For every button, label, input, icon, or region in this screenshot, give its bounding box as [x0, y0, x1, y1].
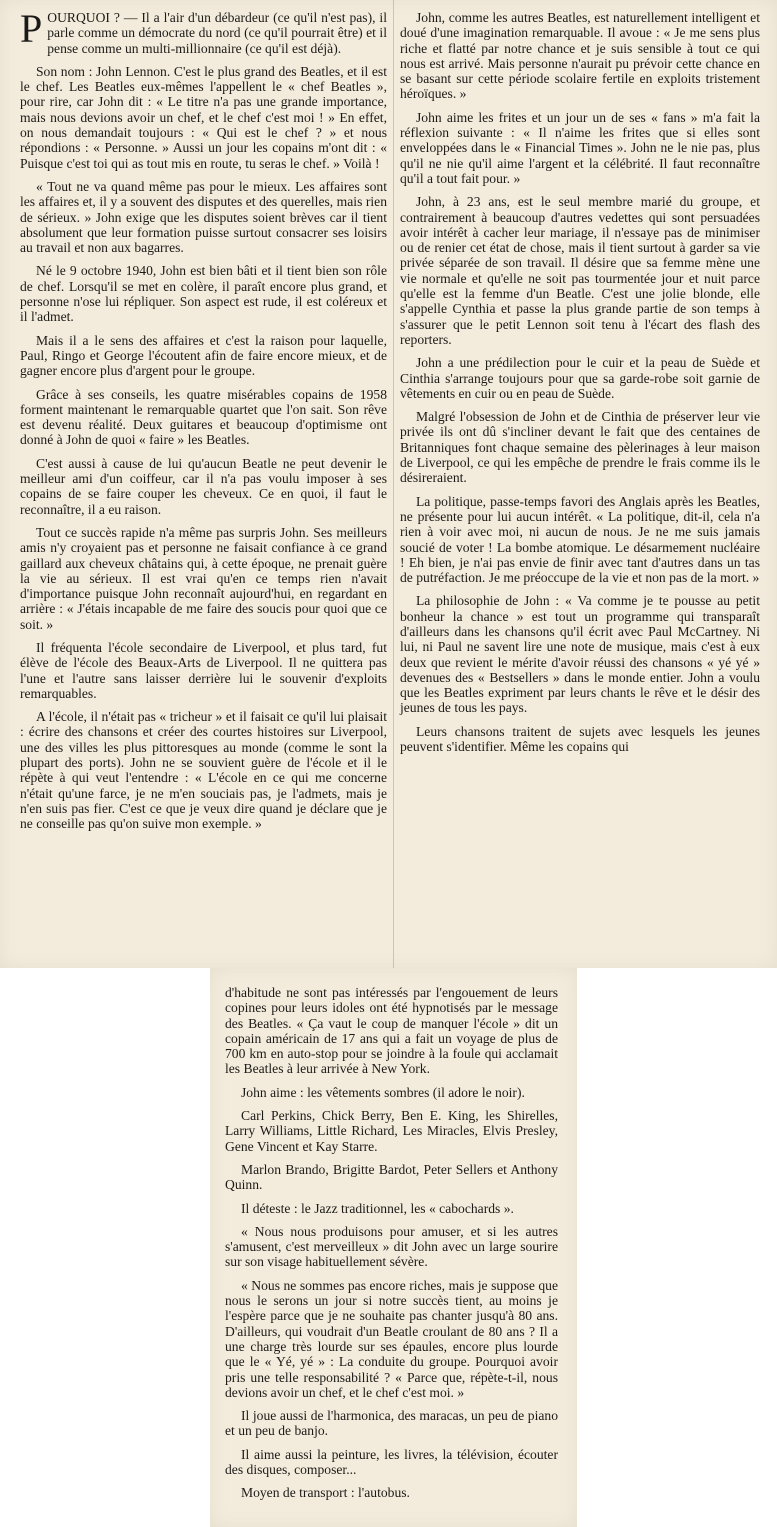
- paragraph: Son nom : John Lennon. C'est le plus grand des Beatles, et il est le chef. Les Beatles eux-mêmes l'appellent le « chef Beatles », pour rire, car John dit : « Le titre n'a pas une grande importance, mais nous devions avoir un chef, et le chef c'est moi ! » En effet, on nous demandait toujours : « Qui est le chef ? » et nous répondions : « Personne. » Aussi un jour les copains m'ont dit : « Puisque c'est toi qui as tout mis en route, tu seras le chef. » Voilà !: [20, 63, 387, 171]
- paragraph: John a une prédilection pour le cuir et la peau de Suède et Cinthia s'arrange toujours pour que sa garde-robe soit garnie de vêtements en cuir ou en peau de Suède.: [400, 355, 760, 401]
- paragraph: La philosophie de John : « Va comme je te pousse au petit bonheur la chance » est tout un programme qui transparaît d'ailleurs dans les chansons qu'il écrit avec Paul McCartney. Ni lui, ni Paul ne savent lire une note de musique, mais c'est à eux deux que revient le mérite d'avoir réussi des chansons « yé yé » devenues des « Bestsellers » dans le monde entier. John a voulu que les Beatles expriment par leurs chants le rêve et le désir des jeunes de tous les pays.: [400, 593, 760, 716]
- article-column-right: [400, 10, 760, 762]
- column-divider: [393, 0, 394, 968]
- paragraph: Il joue aussi de l'harmonica, des maracas, un peu de piano et un peu de banjo.: [225, 1408, 558, 1439]
- paragraph: John aime : les vêtements sombres (il adore le noir).: [241, 1084, 525, 1100]
- paragraph: Leurs chansons traitent de sujets avec lesquels les jeunes peuvent s'identifier. Même les copains qui: [400, 723, 760, 755]
- paragraph: John aime les frites et un jour un de ses « fans » m'a fait la réflexion suivante : « Il n'aime les frites que si elles sont enveloppées dans le « Financial Times ». John ne le nie pas, plus qu'il ne nie qu'il aime l'argent et la célébrité. Il faut reconnaître qu'il a tout fait pour. »: [400, 109, 760, 186]
- paragraph: Mais il a le sens des affaires et c'est la raison pour laquelle, Paul, Ringo et George l'écoutent afin de faire encore mieux, et de gagner encore plus d'argent pour le groupe.: [20, 332, 387, 379]
- paragraph: « Nous nous produisons pour amuser, et si les autres s'amusent, c'est merveilleux » dit John avec un large sourire sur son visage habituellement sévère.: [225, 1223, 558, 1270]
- article-column-left: [20, 6, 387, 840]
- paragraph: Il aime aussi la peinture, les livres, la télévision, écouter des disques, composer...: [225, 1446, 558, 1478]
- paragraph: « Tout ne va quand même pas pour le mieux. Les affaires sont les affaires et, il y a souvent des disputes et des querelles, mais rien de sérieux. » John exige que les disputes soient brèves car il tient absolument que leur formation puisse surtout consacrer ses loisirs au travail et non aux bagarres.: [20, 178, 387, 256]
- paragraph: Né le 9 octobre 1940, John est bien bâti et il tient bien son rôle de chef. Lorsqu'il se met en colère, il paraît encore plus grand, et personne n'ose lui répliquer. Son aspect est rude, il est coléreux et il l'admet.: [20, 263, 387, 325]
- paragraph: A l'école, il n'était pas « tricheur » et il faisait ce qu'il lui plaisait : écrire des chansons et créer des courtes histoires sur Liverpool, une des villes les plus pittoresques au monde (comme le sont la plupart des ports). John ne se souvient guère de l'école et il le répète à qui veut l'entendre : « L'école en ce qui me concerne n'était qu'une farce, je ne m'en souciais pas, je l'admets, mais je n'en suis pas fier. C'est ce que je veux dire quand je déclare que je ne conseille pas qu'on suive mon exemple. »: [20, 709, 387, 832]
- paragraph: C'est aussi à cause de lui qu'aucun Beatle ne peut devenir le meilleur ami d'un coiffeur, car il n'a pas voulu imposer à ses copains de se faire couper les cheveux. Ce en quoi, il faut le reconnaître, il a eu raison.: [20, 455, 387, 517]
- paragraph: Moyen de transport : l'autobus.: [241, 1485, 410, 1501]
- paragraph: Marlon Brando, Brigitte Bardot, Peter Sellers et Anthony Quinn.: [225, 1161, 558, 1193]
- paragraph: John, à 23 ans, est le seul membre marié du groupe, et contrairement à beaucoup d'autres vedettes qui sont persuadées avoir intérêt à cacher leur mariage, il n'essaye pas de minimiser ou de renier cet état de chose, mais il tient surtout à garder sa vie privée séparée de son travail. Il désire que sa femme mène une vie normale et qu'elle ne soit pas tourmentée jour et nuit parce qu'elle est la femme d'un Beatle. C'est une jolie blonde, elle s'appelle Cynthia et passe la plus grande partie de son temps à s'assurer que le petit Lennon soit tenu à l'écart des flash des reporters.: [400, 194, 760, 347]
- paragraph: John, comme les autres Beatles, est naturellement intelligent et doué d'une imagination remarquable. Il avoue : « Je me sens plus riche et flatté par notre chance et je suis sensible à tout ce qui nous est arrivé. Mais personne n'aurait pu prévoir cette chance en se basant sur cette période scolaire fertile en exploits tristement héroïques. »: [400, 10, 760, 102]
- paragraph: Tout ce succès rapide n'a même pas surpris John. Ses meilleurs amis n'y croyaient pas et personne ne faisait confiance à ce grand gaillard aux cheveux châtains qui, à cette époque, ne prenait guère la vie au sérieux. Il est vrai qu'en ce temps rien n'avait d'importance puisque John reconnaît aujourd'hui, en regardant en arrière : « J'étais incapable de me faire des soucis pour quoi que ce soit. »: [20, 524, 387, 632]
- paragraph: d'habitude ne sont pas intéressés par l'engouement de leurs copines pour leurs idoles ont été hypnotisés par le message des Beatles. « Ça vaut le coup de manquer l'école » dit un copain américain de 17 ans qui a fait un voyage de plus de 700 km en auto-stop pour se joindre à la foule qui acclamait les Beatles à leur arrivée à New York.: [225, 985, 558, 1077]
- paragraph: La politique, passe-temps favori des Anglais après les Beatles, ne présente pour lui aucun intérêt. « La politique, dit-il, cela n'a rien à voir avec moi, ni aucun de nous. Je ne me suis jamais soucié de voter ! La bombe atomique. Le désarmement nucléaire ! Eh bien, je n'ai pas envie de finir avec tant d'autres dans un tas de putréfaction. Je me préoccupe de la vie et non pas de la mort. »: [400, 493, 760, 586]
- drop-cap: P: [20, 6, 43, 51]
- paragraph: [20, 6, 387, 56]
- paragraph: « Nous ne sommes pas encore riches, mais je suppose que nous le serons un jour si notre succès tient, au moins je l'espère parce que je ne souhaite pas chanter jusqu'à 80 ans. D'ailleurs, qui voudrait d'un Beatle croulant de 80 ans ? Il a une charge très lourde sur ses épaules, encore plus lourde que le « Yé, yé » : La conduite du groupe. Pourquoi avoir pris une telle responsabilité ? « Parce que, répète-t-il, nous devions avoir un chef, et le chef c'est moi. »: [225, 1277, 558, 1400]
- paragraph: Grâce à ses conseils, les quatre misérables copains de 1958 forment maintenant le remarquable quartet que l'on sait. Son rêve est devenu réalité. Deux guitares et beaucoup d'optimisme ont donné à John de quoi « faire » les Beatles.: [20, 386, 387, 448]
- opening-word: OURQUOI ? —: [47, 10, 142, 25]
- paragraph: Carl Perkins, Chick Berry, Ben E. King, les Shirelles, Larry Williams, Little Richard, Les Miracles, Elvis Presley, Gene Vincent et Kay Starre.: [225, 1108, 558, 1154]
- article-column-continued: [225, 985, 558, 1509]
- paragraph-text: Il a l'air d'un débardeur (ce qu'il n'est pas), il parle comme un démocrate du nord (ce qu'il pourrait être) et il pense comme un multi-millionnaire (ce qu'il est déjà).: [47, 10, 387, 56]
- paragraph: Malgré l'obsession de John et de Cinthia de préserver leur vie privée ils ont dû s'incliner devant le fait que des centaines de Britanniques font chaque semaine des pèlerinages à leur maison de Liverpool, ce qui les empêche de prendre le frais comme ils le désireraient.: [400, 409, 760, 486]
- paragraph: Il fréquenta l'école secondaire de Liverpool, et plus tard, fut élève de l'école des Beaux-Arts de Liverpool. Il ne quittera pas l'une et l'autre sans laisser derrière lui le souvenir d'exploits remarquables.: [20, 639, 387, 701]
- paragraph: Il déteste : le Jazz traditionnel, les « cabochards ».: [241, 1200, 514, 1216]
